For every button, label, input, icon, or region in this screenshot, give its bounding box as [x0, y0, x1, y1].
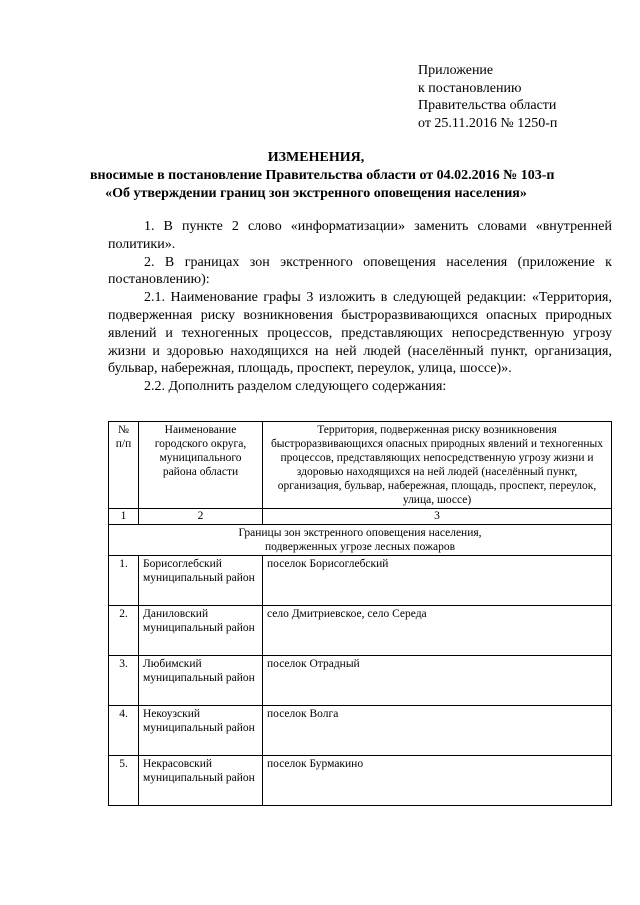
paragraph-2-1: 2.1. Наименование графы 3 изложить в следующей редакции: «Территория, подверженная риску возникновения быстроразвивающихся опасных природных явлений и техногенных процессов, представляющих непосредственную угрозу жизни и здоровью находящихся на ней людей (населённый пункт, организация, бульвар, набережная, площадь, проспект, переулок, улица, шоссе)». — [108, 290, 612, 377]
row-territory: поселок Борисоглебский — [263, 556, 612, 606]
paragraph-2-2: 2.2. Дополнить разделом следующего содержания: — [144, 379, 447, 395]
row-district: Борисоглебский муниципальный район — [139, 556, 263, 606]
table-row — [109, 756, 612, 806]
column-number: 1 — [109, 509, 139, 525]
paragraph-2: 2. В границах зон экстренного оповещения населения (приложение к постановлению): — [108, 254, 612, 288]
appendix-line: от 25.11.2016 № 1250-п — [418, 115, 558, 131]
header-district: Наименование городского округа, муниципального района области — [139, 422, 263, 509]
document-heading — [90, 149, 555, 203]
row-num: 5. — [109, 756, 139, 806]
column-number: 3 — [263, 509, 612, 525]
row-territory: поселок Волга — [263, 706, 612, 756]
table-header-row — [109, 422, 612, 509]
section-title-row — [109, 525, 612, 556]
zones-table — [108, 421, 612, 806]
section-title — [109, 525, 612, 556]
document-body — [108, 218, 612, 396]
row-territory: поселок Отрадный — [263, 656, 612, 706]
header-num: № п/п — [109, 422, 139, 509]
section-title-line: Границы зон экстренного оповещения населения, — [238, 527, 482, 539]
heading-subtitle: вносимые в постановление Правительства области от 04.02.2016 № 103-п — [90, 168, 555, 183]
row-district: Любимский муниципальный район — [139, 656, 263, 706]
row-territory: село Дмитриевское, село Середа — [263, 606, 612, 656]
table-row — [109, 556, 612, 606]
section-title-line: подверженных угрозе лесных пожаров — [264, 541, 456, 553]
row-num: 3. — [109, 656, 139, 706]
column-number-row — [109, 509, 612, 525]
appendix-line: Правительства области — [418, 98, 557, 113]
row-num: 2. — [109, 606, 139, 656]
row-territory: поселок Бурмакино — [263, 756, 612, 806]
column-number: 2 — [139, 509, 263, 525]
paragraph-1: 1. В пункте 2 слово «информатизации» заменить словами «внутренней политики». — [108, 219, 612, 252]
header-territory: Территория, подверженная риску возникновения быстроразвивающихся опасных природных явлений и техногенных процессов, представляющих непосредственную угрозу жизни и здоровью находящихся на ней людей (населённый пункт, организация, бульвар, набережная, площадь, проспект, переулок, улица, шоссе) — [263, 422, 612, 509]
heading-title: ИЗМЕНЕНИЯ, — [267, 150, 365, 165]
row-district: Некрасовский муниципальный район — [139, 756, 263, 806]
table-row — [109, 656, 612, 706]
row-num: 4. — [109, 706, 139, 756]
table-row — [109, 706, 612, 756]
appendix-line: Приложение — [418, 63, 494, 78]
row-district: Некоузский муниципальный район — [139, 706, 263, 756]
appendix-block — [418, 62, 557, 132]
table-row — [109, 606, 612, 656]
row-num: 1. — [109, 556, 139, 606]
appendix-line: к постановлению — [418, 80, 522, 96]
heading-decree-name: «Об утверждении границ зон экстренного оповещения населения» — [105, 186, 527, 201]
row-district: Даниловский муниципальный район — [139, 606, 263, 656]
